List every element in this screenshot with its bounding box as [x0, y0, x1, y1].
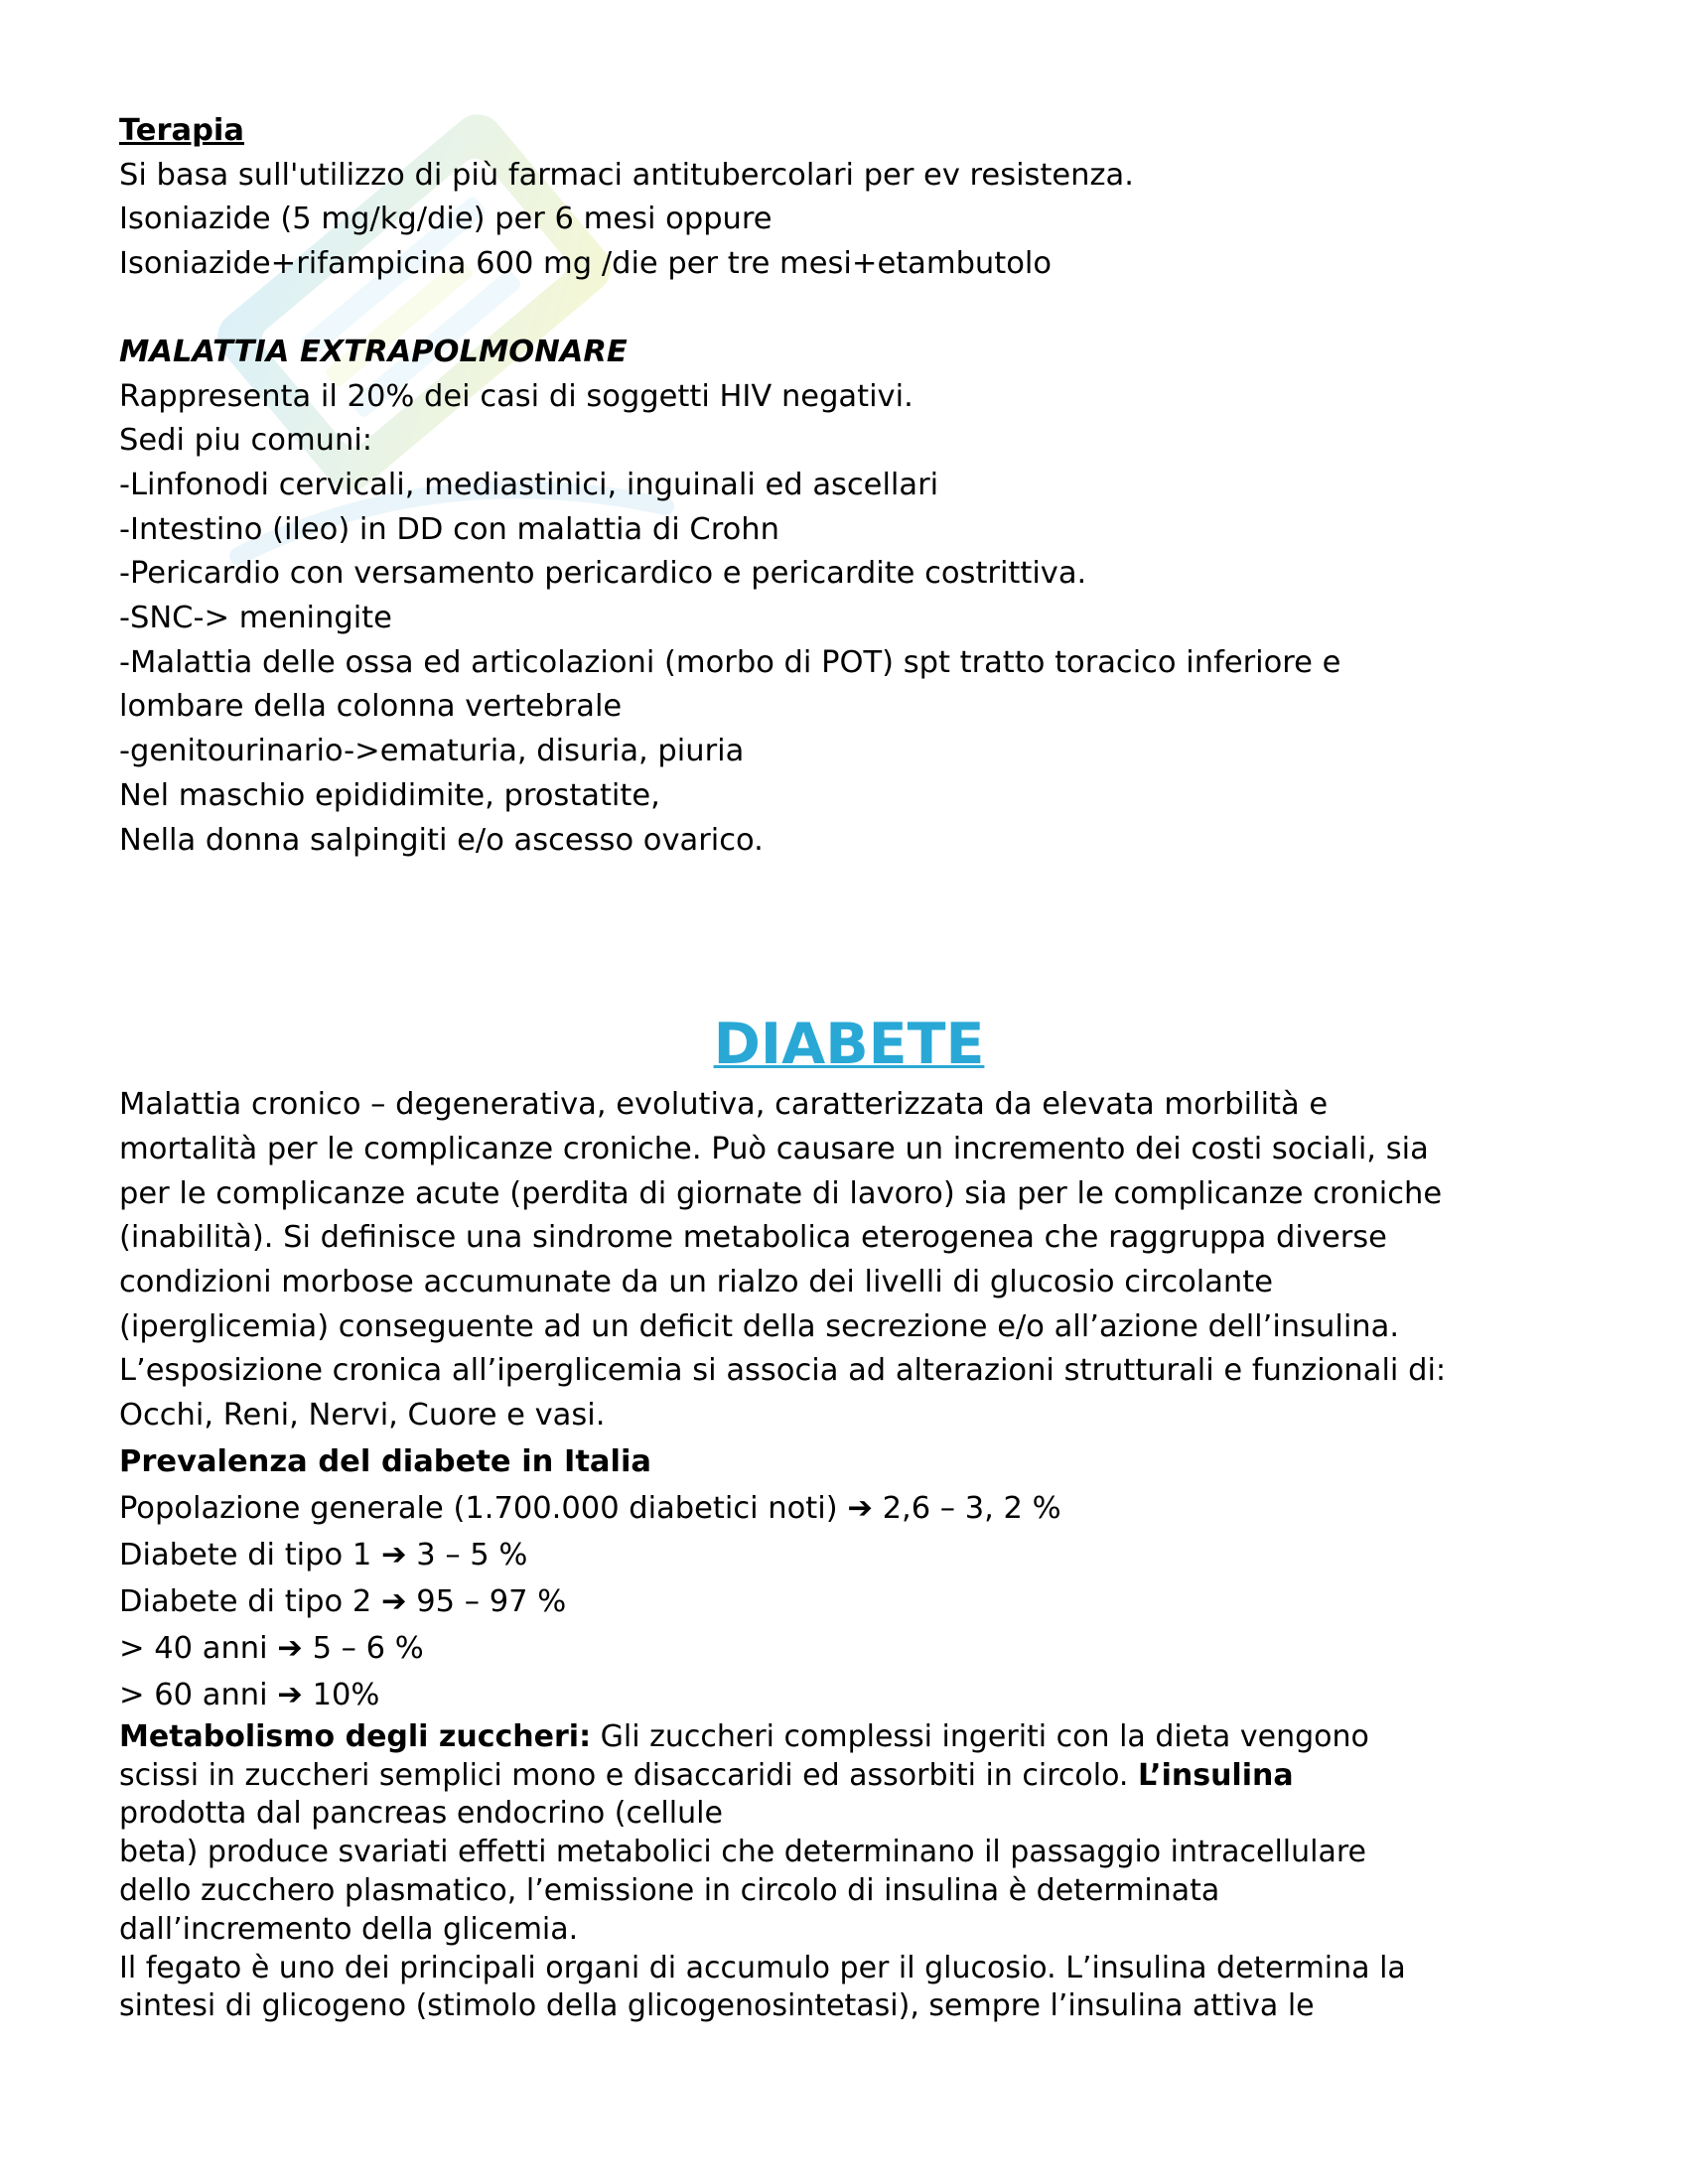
metabolismo-line: sintesi di glicogeno (stimolo della glicogenosintetasi), sempre l’insulina attiva le: [119, 1988, 1315, 2024]
prevalenza-label: Diabete di tipo 1: [119, 1537, 372, 1572]
spacer: [119, 287, 1579, 331]
arrow-right-icon: ➔: [380, 1537, 407, 1572]
prevalenza-value: 95 – 97 %: [416, 1583, 567, 1619]
extrapolmonare-line: -Linfonodi cervicali, mediastinici, inguinali ed ascellari: [119, 467, 939, 502]
extrapolmonare-line: Rappresenta il 20% dei casi di soggetti HIV negativi.: [119, 378, 914, 414]
terapia-line: Isoniazide+rifampicina 600 mg /die per tre mesi+etambutolo: [119, 246, 1053, 282]
metabolismo-heading: Metabolismo degli zuccheri:: [119, 1718, 592, 1754]
metabolismo-line: beta) produce svariati effetti metabolici che determinano il passaggio intracellulare: [119, 1835, 1366, 1870]
diabete-intro-line: mortalità per le complicanze croniche. Può causare un incremento dei costi sociali, sia: [119, 1131, 1429, 1166]
arrow-right-icon: ➔: [380, 1583, 407, 1619]
extrapolmonare-line: -genitourinario->ematuria, disuria, piuria: [119, 734, 745, 769]
diabete-intro-line: L’esposizione cronica all’iperglicemia si associa ad alterazioni strutturali e funzionali di:: [119, 1353, 1447, 1389]
extrapolmonare-line: -SNC-> meningite: [119, 601, 392, 636]
diabete-intro-line: condizioni morbose accumunate da un rialzo dei livelli di glucosio circolante: [119, 1265, 1273, 1300]
extrapolmonare-line: Nella donna salpingiti e/o ascesso ovarico.: [119, 822, 764, 858]
diabete-intro-line: (inabilità). Si definisce una sindrome metabolica eterogenea che raggruppa diverse: [119, 1220, 1387, 1256]
terapia-heading: Terapia: [119, 113, 244, 148]
diabete-section: [119, 1012, 1579, 2026]
spacer: [119, 863, 1579, 1012]
prevalenza-value: 10%: [312, 1677, 380, 1712]
metabolismo-line: Il fegato è uno dei principali organi di accumulo per il glucosio. L’insulina determina la: [119, 1950, 1406, 1985]
metabolismo-line: [119, 1757, 1579, 1796]
extrapolmonare-heading: MALATTIA EXTRAPOLMONARE: [119, 334, 628, 369]
metabolismo-text: Gli zuccheri complessi ingeriti con la dieta vengono: [591, 1718, 1369, 1754]
document-page: [119, 109, 1579, 2026]
extrapolmonare-section: [119, 331, 1579, 863]
prevalenza-heading: Prevalenza del diabete in Italia: [119, 1443, 651, 1479]
metabolismo-line: dall’incremento della glicemia.: [119, 1911, 579, 1947]
terapia-line: Isoniazide (5 mg/kg/die) per 6 mesi oppure: [119, 202, 773, 237]
prevalenza-row: [119, 1485, 1579, 1532]
extrapolmonare-line: -Intestino (ileo) in DD con malattia di Crohn: [119, 511, 779, 547]
extrapolmonare-line: -Malattia delle ossa ed articolazioni (morbo di POT) spt tratto toracico inferiore e: [119, 644, 1341, 680]
arrow-right-icon: ➔: [847, 1490, 873, 1526]
arrow-right-icon: ➔: [277, 1630, 303, 1666]
prevalenza-label: Diabete di tipo 2: [119, 1583, 372, 1619]
diabete-intro-line: Malattia cronico – degenerativa, evolutiva, caratterizzata da elevata morbilità e: [119, 1087, 1329, 1123]
metabolismo-line: prodotta dal pancreas endocrino (cellule: [119, 1796, 723, 1832]
prevalenza-row: [119, 1625, 1579, 1672]
metabolismo-text: scissi in zuccheri semplici mono e disaccaridi ed assorbiti in circolo.: [119, 1757, 1138, 1793]
diabete-title: DIABETE: [713, 1012, 985, 1078]
prevalenza-block: [119, 1438, 1579, 1718]
diabete-intro-line: Occhi, Reni, Nervi, Cuore e vasi.: [119, 1398, 606, 1433]
extrapolmonare-line: Sedi piu comuni:: [119, 423, 373, 459]
metabolismo-line: [119, 1718, 1579, 1757]
insulina-term: L’insulina: [1137, 1757, 1294, 1793]
prevalenza-label: > 60 anni: [119, 1677, 268, 1712]
extrapolmonare-line: lombare della colonna vertebrale: [119, 689, 623, 725]
prevalenza-value: 5 – 6 %: [312, 1630, 424, 1666]
arrow-right-icon: ➔: [277, 1677, 303, 1712]
prevalenza-row: [119, 1532, 1579, 1578]
prevalenza-label: Popolazione generale (1.700.000 diabetici noti): [119, 1490, 838, 1526]
prevalenza-row: [119, 1578, 1579, 1625]
terapia-section: [119, 109, 1579, 287]
diabete-intro-line: per le complicanze acute (perdita di giornate di lavoro) sia per le complicanze croniche: [119, 1175, 1443, 1211]
prevalenza-row: [119, 1672, 1579, 1718]
extrapolmonare-line: -Pericardio con versamento pericardico e pericardite costrittiva.: [119, 556, 1087, 592]
extrapolmonare-line: Nel maschio epididimite, prostatite,: [119, 777, 660, 813]
metabolismo-block: [119, 1718, 1579, 2026]
diabete-intro-line: (iperglicemia) conseguente ad un deficit della secrezione e/o all’azione dell’insulina.: [119, 1308, 1400, 1344]
metabolismo-line: dello zucchero plasmatico, l’emissione in circolo di insulina è determinata: [119, 1873, 1220, 1909]
terapia-line: Si basa sull'utilizzo di più farmaci antitubercolari per ev resistenza.: [119, 157, 1134, 193]
prevalenza-value: 3 – 5 %: [416, 1537, 528, 1572]
prevalenza-value: 2,6 – 3, 2 %: [882, 1490, 1061, 1526]
prevalenza-label: > 40 anni: [119, 1630, 268, 1666]
